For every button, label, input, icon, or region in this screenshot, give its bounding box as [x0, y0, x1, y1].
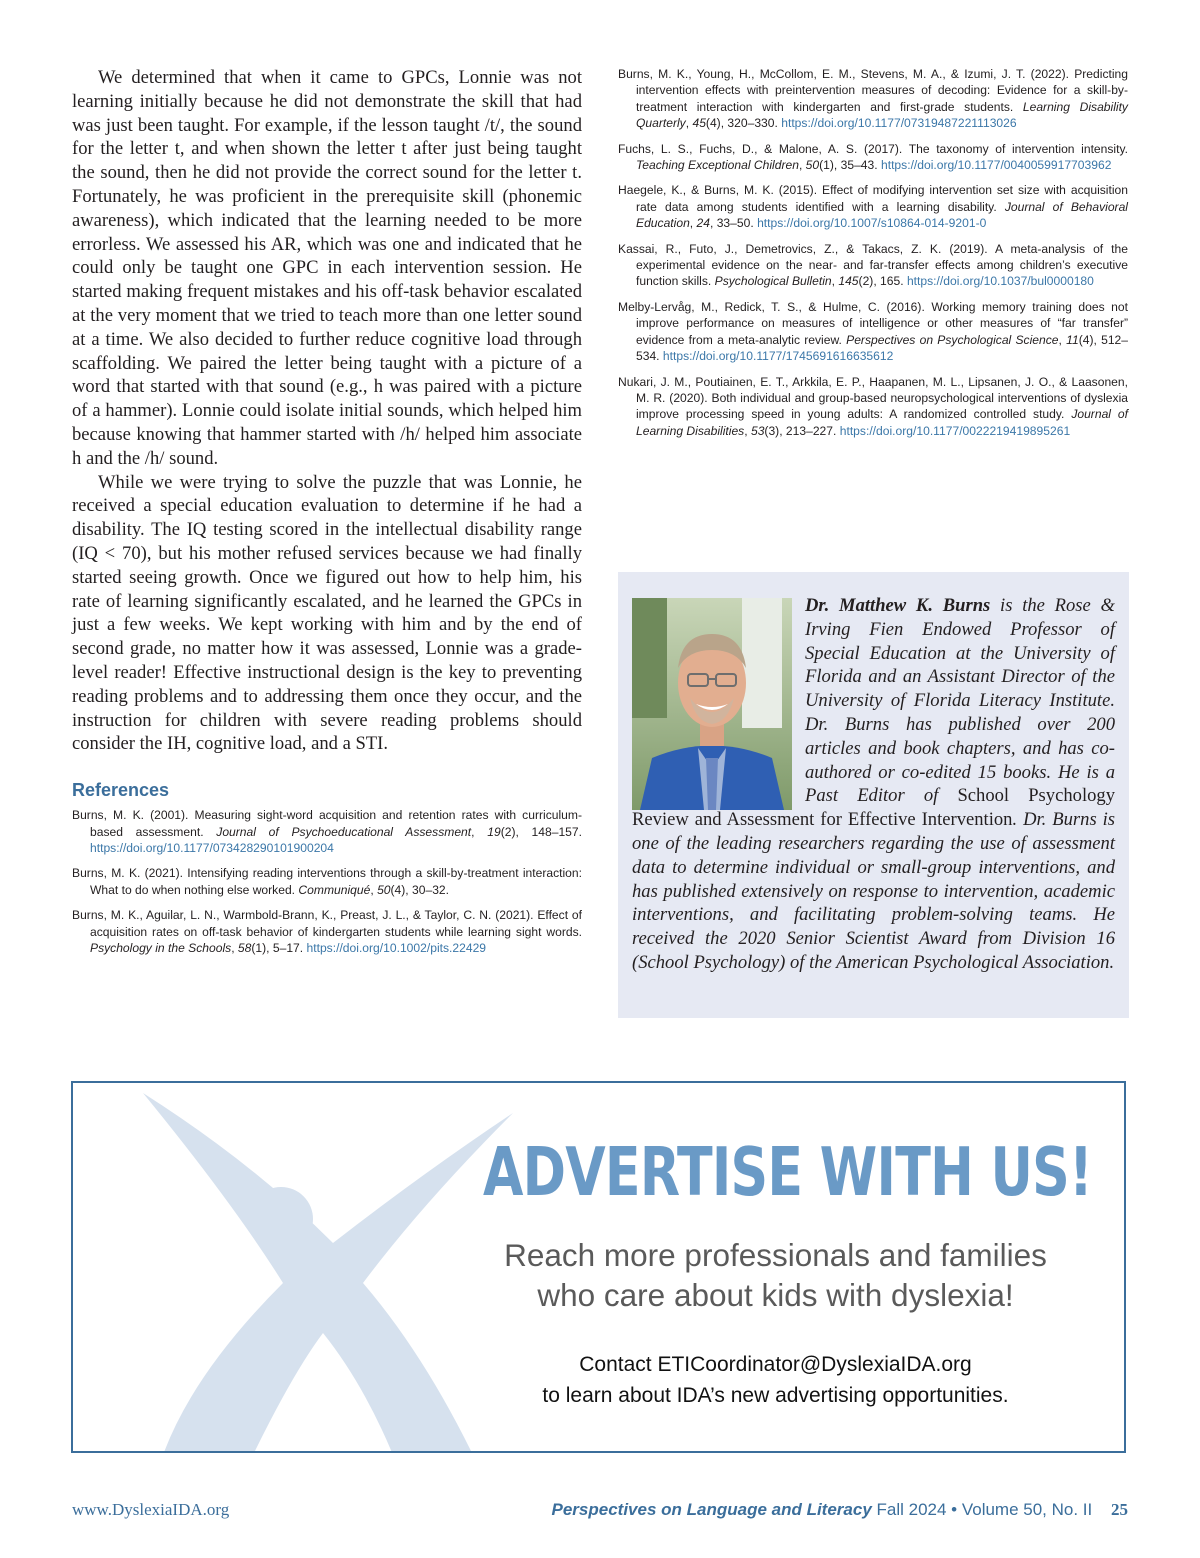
reference-post: (2), 165. — [858, 274, 907, 289]
reference-doi-link[interactable]: https://doi.org/10.1177/0022219419895261 — [839, 423, 1071, 438]
reference-item — [72, 865, 582, 898]
advertisement-box — [71, 1081, 1126, 1453]
reference-item — [618, 241, 1128, 290]
reference-journal: Learning Disability Quarterly — [636, 99, 1128, 131]
reference-pre: Nukari, J. M., Poutiainen, E. T., Arkkila, E. P., Haapanen, M. L., Lipsanen, J. O., & Laasonen, M. R. (2020). Both individual and group-based neuropsychological interventions of dyslexia improve processing speed in young adults: A randomized controlled study. — [618, 374, 1128, 422]
reference-item — [618, 374, 1128, 440]
reference-journal: Journal of Learning Disabilities — [636, 407, 1128, 438]
reference-item — [72, 907, 582, 956]
reference-mid: , — [370, 882, 378, 897]
reference-doi-link[interactable]: https://doi.org/10.1177/073428290101900204 — [90, 840, 334, 855]
page-number: 25 — [1111, 1500, 1128, 1519]
reference-mid: , — [689, 216, 697, 231]
reference-doi-link[interactable]: https://doi.org/10.1177/07319487221113026 — [781, 116, 1017, 131]
reference-item — [618, 182, 1128, 231]
reference-post: (3), 213–227. — [764, 423, 840, 438]
author-bio-box — [618, 572, 1129, 1018]
reference-doi-link[interactable]: https://doi.org/10.1177/0040059917703962 — [880, 158, 1112, 173]
body-paragraph-1: We determined that when it came to GPCs, Lonnie was not learning initially because he did not demonstrate the skill that had was just been taught. For example, if the lesson taught /t/, the sound for the letter t, and when shown the letter t after just being taught the sound, then he did not provide the correct sound for the letter t. Fortunately, he was proficient in the prerequisite skill (phonemic awareness), which indicated that the learning needed to be more errorless. We assessed his AR, which was one and indicated that he could only be taught one GPC in each intervention session. He started making frequent mistakes and his off-task behavior escalated at the very moment that we tried to teach more than one letter sound at a time. We also decided to further reduce cognitive load through scaffolding. We paired the letter being taught with a picture of a word that started with that sound (e.g., h was paired with a picture of a hammer). Lonnie could isolate initial sounds, which helped him because knowing that hammer started with /h/ helped him associate h and the /h/ sound. — [72, 67, 582, 469]
reference-vol: 11 — [1066, 332, 1079, 347]
reference-mid: , — [744, 423, 751, 438]
references-heading: References — [72, 780, 170, 801]
reference-mid: , — [831, 274, 839, 289]
bio-journal-b: Assessment for Effective Intervention — [726, 809, 1013, 831]
reference-pre: Haegele, K., & Burns, M. K. (2015). Effect of modifying intervention set size with acquisition rate data among students identified with a learning disability. — [618, 183, 1128, 214]
footer-publication — [552, 1500, 1129, 1520]
reference-item — [618, 141, 1128, 174]
reference-vol: 50 — [377, 882, 391, 897]
reference-journal: Psychology in the Schools — [90, 940, 232, 955]
reference-pre: Kassai, R., Futo, J., Demetrovics, Z., & Takacs, Z. K. (2019). A meta-analysis of the experimental evidence on the near- and far-transfer effects among children’s executive function skills. — [618, 241, 1128, 289]
reference-vol: 50 — [805, 158, 820, 173]
reference-vol: 58 — [237, 940, 252, 955]
ad-contact — [443, 1349, 1108, 1411]
reference-pre: Melby-Lervåg, M., Redick, T. S., & Hulme, C. (2016). Working memory training does not improve performance on measures of intelligence or other measures of “far transfer” evidence from a meta-analytic review. — [618, 299, 1128, 347]
reference-vol: 24 — [696, 216, 710, 231]
footer-website-link[interactable]: www.DyslexiaIDA.org — [72, 1500, 230, 1519]
reference-mid: , — [471, 824, 488, 839]
reference-vol: 19 — [487, 824, 501, 839]
ad-contact-line-1[interactable]: Contact ETICoordinator@DyslexiaIDA.org — [579, 1353, 972, 1376]
reference-journal: Communiqué — [298, 882, 371, 897]
reference-item — [618, 299, 1128, 365]
references-list-right — [618, 66, 1128, 439]
reference-post: (1), 35–43. — [819, 158, 881, 173]
ad-subheading — [443, 1235, 1108, 1315]
ad-contact-line-2: to learn about IDA’s new advertising opportunities. — [542, 1384, 1009, 1407]
reference-pre: Burns, M. K. (2021). Intensifying reading interventions through a skill-by-treatment interaction: What to do when nothing else worked. — [72, 866, 582, 897]
left-column — [72, 66, 582, 965]
reference-post: (4), 320–330. — [705, 116, 782, 131]
reference-journal: Journal of Behavioral Education — [636, 199, 1128, 231]
references-list-left — [72, 807, 582, 956]
reference-post: (2), 148–157. — [500, 824, 582, 839]
reference-doi-link[interactable]: https://doi.org/10.1037/bul0000180 — [906, 274, 1094, 289]
body-paragraph-2: While we were trying to solve the puzzle that was Lonnie, he received a special education evaluation to determine if he had a disability. The IQ testing scored in the intellectual disability range (IQ < 70), but his mother refused services because we had finally started seeing growth. Once we figured out how to help him, his rate of learning significantly escalated, and he learned the GPCs in just a few weeks. We kept working with him and by the end of second grade, no matter how it was assessed, Lonnie was a grade-level reader! Effective instructional design is the key to preventing reading problems and to addressing them once they occur, and the instruction for children with severe reading problems should consider the IH, cognitive load, and a STI. — [72, 471, 582, 755]
reference-pre: Burns, M. K. (2001). Measuring sight-word acquisition and retention rates with curriculum-based assessment. — [72, 808, 582, 839]
reference-pre: Fuchs, L. S., Fuchs, D., & Malone, A. S. (2017). The taxonomy of intervention intensity. — [618, 141, 1128, 156]
ad-sub-line-2: who care about kids with dyslexia! — [537, 1277, 1014, 1313]
reference-vol: 145 — [838, 274, 859, 289]
page-footer — [72, 1500, 1128, 1524]
reference-doi-link[interactable]: https://doi.org/10.1177/1745691616635612 — [662, 349, 894, 364]
reference-post: (1), 5–17. — [251, 940, 307, 955]
bio-text-a: is the Rose & Irving Fien Endowed Professor of Special Education at the University of Florida and an Assistant Director of the University of Florida Literacy Institute. Dr. Burns has published over 200 articles and book chapters, and has co-authored or co-edited 15 books. He is a Past Editor of — [805, 595, 1115, 807]
reference-vol: 45 — [692, 116, 706, 131]
footer-issue: Fall 2024 • Volume 50, No. II — [876, 1500, 1093, 1519]
reference-post: (4), 30–32. — [390, 882, 450, 897]
bio-journal-a: School Psychology Review — [632, 785, 1115, 831]
reference-mid: , — [1058, 332, 1067, 347]
reference-post: , 33–50. — [709, 216, 758, 231]
reference-doi-link[interactable]: https://doi.org/10.1007/s10864-014-9201-0 — [757, 216, 987, 231]
author-name: Dr. Matthew K. Burns — [805, 595, 991, 616]
right-column — [618, 66, 1128, 448]
ad-sub-line-1: Reach more professionals and families — [504, 1237, 1047, 1273]
bio-text-b: . Dr. Burns is one of the leading researchers regarding the use of assessment data to determine individual or small-group interventions, and has published extensively on response to intervention, academic interventions, and facilitating problem-solving teams. He received the 2020 Senior Scientist Award from Division 16 (School Psychology) of the American Psychological Association. — [632, 809, 1116, 973]
reference-mid: , — [231, 940, 238, 955]
reference-doi-link[interactable]: https://doi.org/10.1002/pits.22429 — [306, 940, 487, 955]
ad-headline: ADVERTISE WITH US! — [483, 1133, 1093, 1211]
reference-journal: Journal of Psychoeducational Assessment — [216, 824, 472, 839]
reference-mid: , — [685, 116, 693, 131]
footer-publication-name: Perspectives on Language and Literacy — [551, 1500, 872, 1519]
reference-pre: Burns, M. K., Aguilar, L. N., Warmbold-Brann, K., Preast, J. L., & Taylor, C. N. (2021). Effect of acquisition rates on off-task behavior of kindergarten students while learning sight words. — [72, 908, 582, 939]
author-bio-text — [632, 594, 1115, 975]
reference-item — [72, 807, 582, 856]
reference-vol: 53 — [750, 423, 765, 438]
reference-journal: Perspectives on Psychological Science — [846, 332, 1059, 347]
reference-mid: , — [798, 158, 806, 173]
reference-journal: Psychological Bulletin — [714, 274, 832, 289]
reference-journal: Teaching Exceptional Children — [636, 158, 799, 173]
bio-and: and — [688, 809, 727, 831]
reference-pre: Burns, M. K., Young, H., McCollom, E. M., Stevens, M. A., & Izumi, J. T. (2022). Predicting intervention effects with preintervention measures of decoding: Evidence for a skill-by-treatment interaction with kindergarten and first-grade students. — [618, 67, 1128, 114]
reference-item — [618, 66, 1128, 132]
reference-post: (4), 512–534. — [636, 332, 1128, 364]
